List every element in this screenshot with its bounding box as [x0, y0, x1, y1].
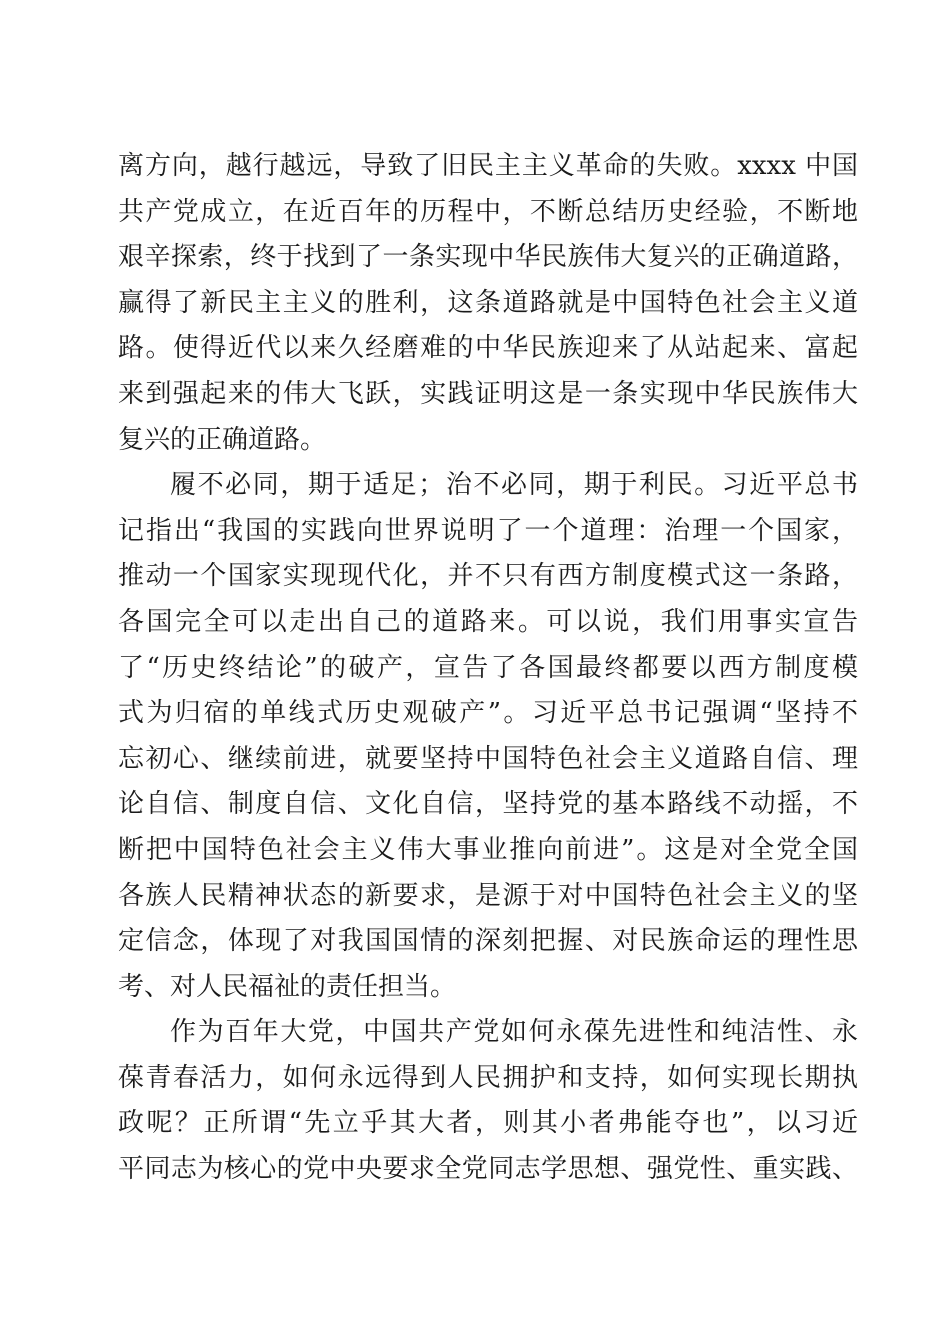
text-line: 共产党成立，在近百年的历程中，不断总结历史经验，不断地 [118, 196, 858, 227]
text-line: 艰辛探索，终于找到了一条实现中华民族伟大复兴的正确道路， [118, 242, 858, 273]
paragraph-first-line: 履不必同，期于适足；治不必同，期于利民。习近平总书 [170, 470, 858, 501]
text-line: 路。使得近代以来久经磨难的中华民族迎来了从站起来、富起 [118, 333, 858, 364]
text-line: 式为归宿的单线式历史观破产”。习近平总书记强调“坚持不 [118, 698, 858, 729]
text-line: 忘初心、继续前进，就要坚持中国特色社会主义道路自信、理 [118, 743, 858, 774]
text-line: 离方向，越行越远，导致了旧民主主义革命的失败。xxxx 中国 [118, 151, 858, 181]
paragraph-first-line: 作为百年大党，中国共产党如何永葆先进性和纯洁性、永 [170, 1017, 858, 1048]
text-line: 了“历史终结论”的破产，宣告了各国最终都要以西方制度模 [118, 652, 858, 683]
text-line: 复兴的正确道路。 [118, 424, 327, 455]
text-line: 推动一个国家实现现代化，并不只有西方制度模式这一条路， [118, 561, 858, 592]
text-line: 断把中国特色社会主义伟大事业推向前进”。这是对全党全国 [118, 834, 858, 865]
text-line: 论自信、制度自信、文化自信，坚持党的基本路线不动摇，不 [118, 789, 858, 820]
text-line: 来到强起来的伟大飞跃，实践证明这是一条实现中华民族伟大 [118, 378, 858, 409]
document-body [118, 144, 858, 1193]
text-line: 各族人民精神状态的新要求，是源于对中国特色社会主义的坚 [118, 880, 858, 911]
text-line: 定信念，体现了对我国国情的深刻把握、对民族命运的理性思 [118, 926, 858, 957]
text-line: 记指出“我国的实践向世界说明了一个道理：治理一个国家， [118, 515, 858, 546]
text-line: 考、对人民福祉的责任担当。 [118, 971, 457, 1002]
text-line: 各国完全可以走出自己的道路来。可以说，我们用事实宣告 [118, 606, 858, 637]
text-line: 赢得了新民主主义的胜利，这条道路就是中国特色社会主义道 [118, 287, 858, 318]
text-line: 平同志为核心的党中央要求全党同志学思想、强党性、重实践、 [118, 1154, 858, 1185]
text-line: 政呢？正所谓“先立乎其大者，则其小者弗能夺也”，以习近 [118, 1108, 858, 1139]
text-line: 葆青春活力，如何永远得到人民拥护和支持，如何实现长期执 [118, 1062, 858, 1093]
